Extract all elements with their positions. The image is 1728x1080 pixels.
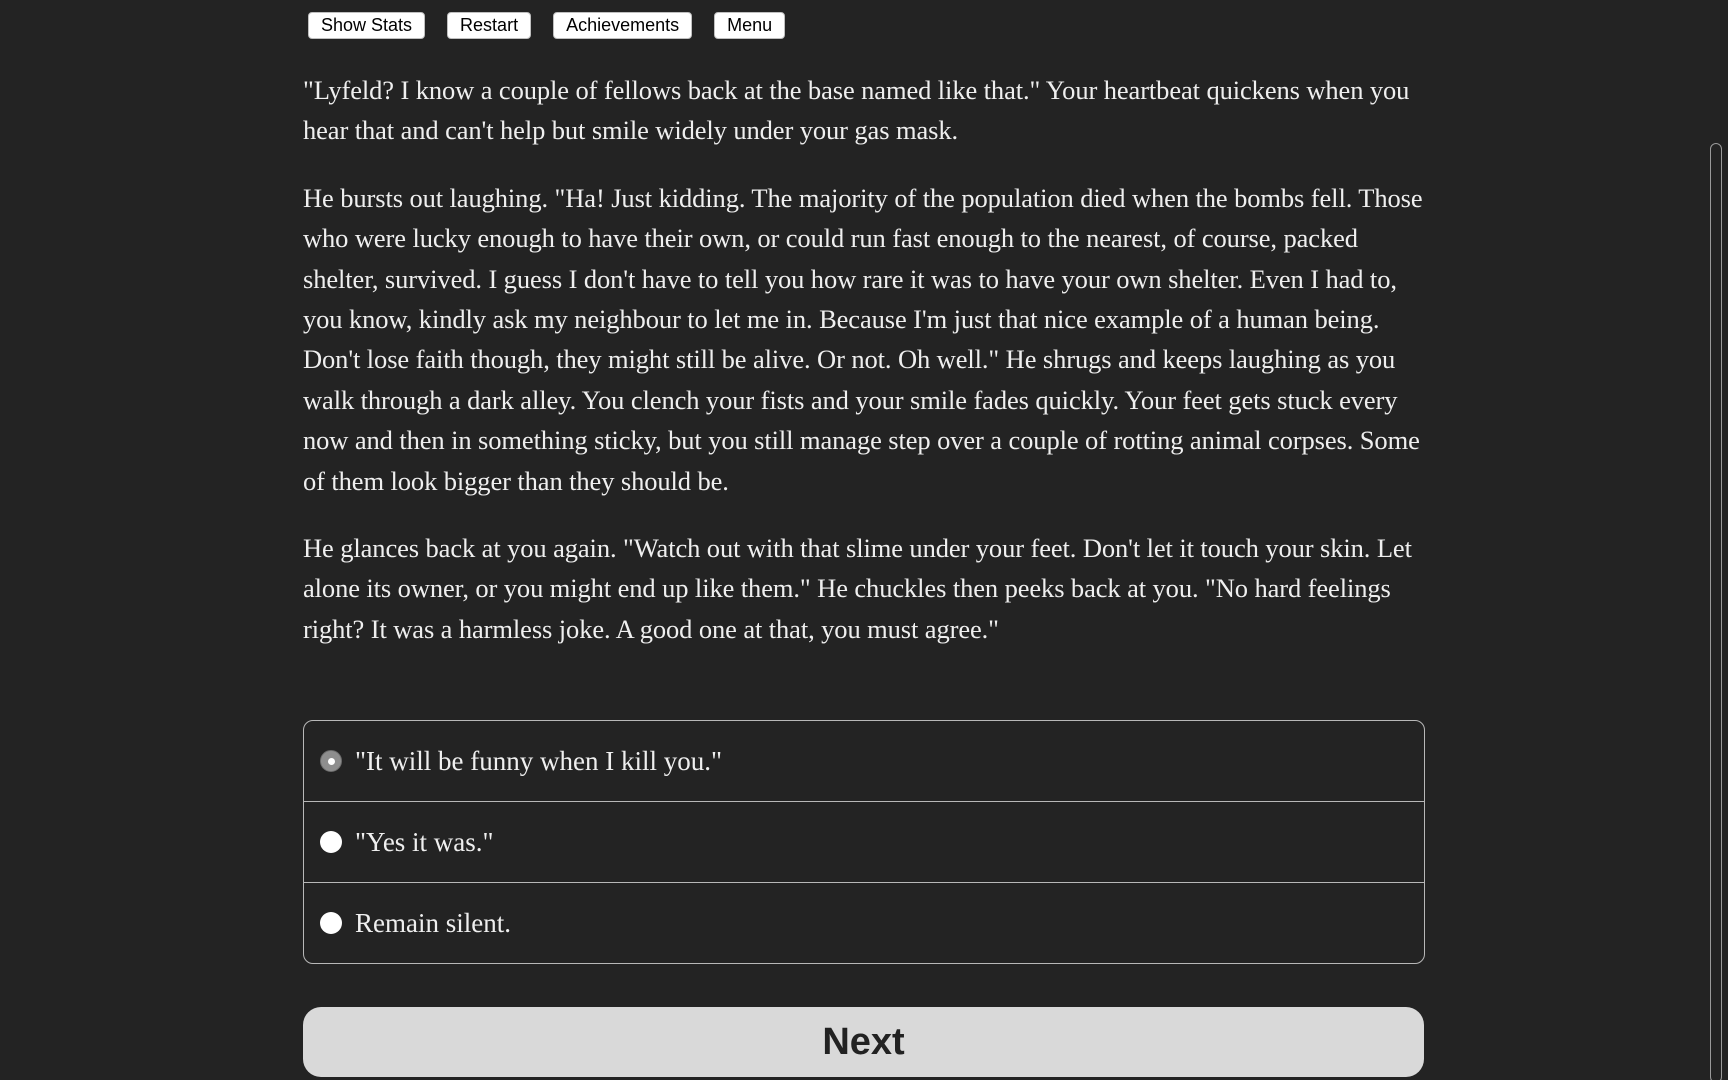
story-paragraph: He glances back at you again. "Watch out with that slime under your feet. Don't let it touch your skin. Let alone its owner, or you might end up like them." He chuckles then peeks back at you. "No hard feelings right? It was a harmless joke. A good one at that, you must agree." (303, 533, 1412, 644)
choice-list (303, 720, 1425, 964)
menu-button[interactable]: Menu (714, 12, 785, 39)
choice-label: "Yes it was." (355, 826, 494, 857)
next-button[interactable]: Next (303, 1007, 1424, 1077)
scrollbar[interactable] (1704, 0, 1728, 1080)
radio-button[interactable] (320, 831, 342, 853)
radio-button[interactable] (320, 912, 342, 934)
choice-option-yes[interactable] (304, 801, 1424, 882)
story-paragraph: He bursts out laughing. "Ha! Just kidding. The majority of the population died when the bombs fell. Those who were lucky enough to have their own, or could run fast enough to the nearest, of course, packed shelter, survived. I guess I don't have to tell you how rare it was to have your own shelter. Even I had to, you know, kindly ask my neighbour to let me in. Because I'm just that nice example of a human being. Don't lose faith though, they might still be alive. Or not. Oh well." He shrugs and keeps laughing as you walk through a dark alley. You clench your fists and your smile fades quickly. Your feet gets stuck every now and then in something sticky, but you still manage step over a couple of rotting animal corpses. Some of them look bigger than they should be. (303, 182, 1423, 496)
choice-label: Remain silent. (355, 907, 511, 938)
choice-option-silent[interactable] (304, 882, 1424, 963)
show-stats-button[interactable]: Show Stats (308, 12, 425, 39)
scrollbar-thumb[interactable] (1710, 143, 1722, 1080)
choice-label: "It will be funny when I kill you." (355, 745, 722, 776)
toolbar (308, 12, 785, 39)
restart-button[interactable]: Restart (447, 12, 531, 39)
story-paragraph: "Lyfeld? I know a couple of fellows back at the base named like that." Your heartbeat quickens when you hear that and can't help but smile widely under your gas mask. (303, 75, 1410, 146)
choice-option-kill[interactable] (304, 721, 1424, 801)
story-text (303, 70, 1425, 676)
achievements-button[interactable]: Achievements (553, 12, 692, 39)
radio-button-selected[interactable] (320, 750, 342, 772)
